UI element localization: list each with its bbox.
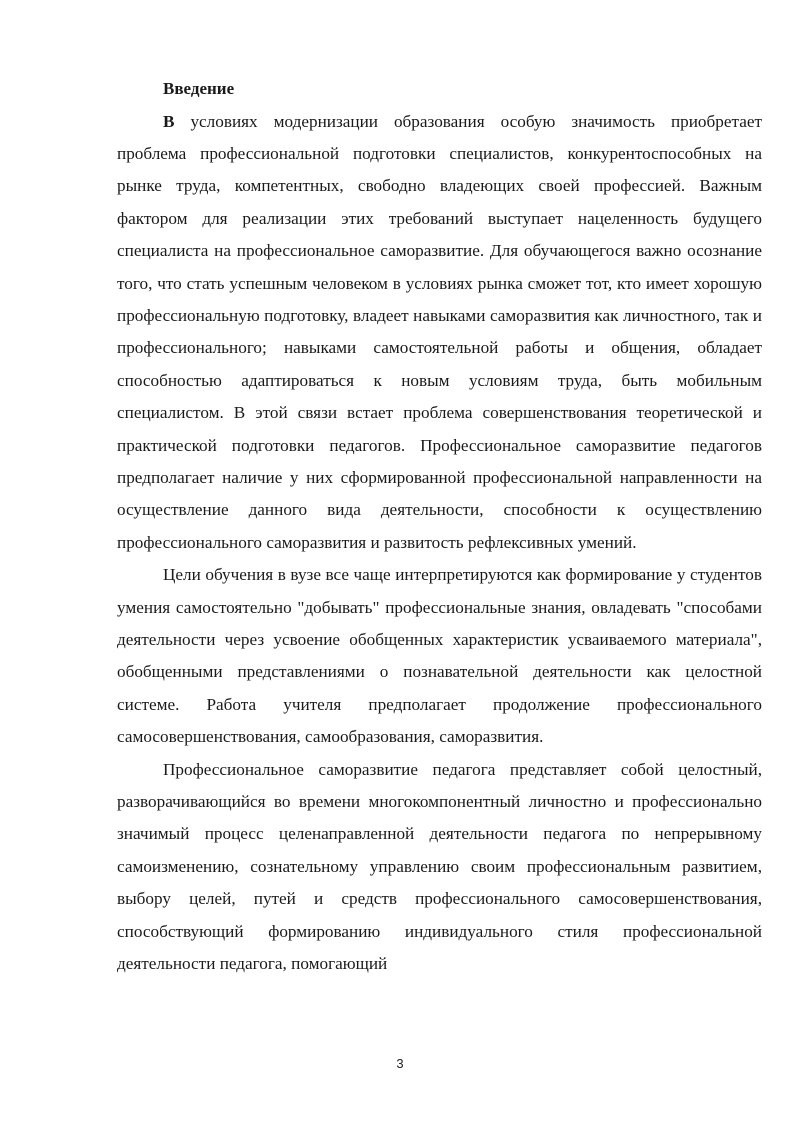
paragraph-text: Цели обучения в вузе все чаще интерпретируются как формирование у студентов умения самостоятельно "добывать" профессиональные знания, овладевать "способами деятельности через усвоение обобщенных характеристик усваиваемого материала", обобщенными представлениями о познавательной деятельности как целостной системе. Работа учителя предполагает продолжение профессионального самосовершенствования, самообразования, саморазвития. [117, 565, 762, 747]
paragraph-goals [117, 559, 762, 753]
paragraph-self-development [117, 754, 762, 981]
page-number: 3 [396, 1056, 404, 1071]
paragraph-intro [117, 106, 762, 560]
paragraph-text: Профессиональное саморазвитие педагога представляет собой целостный, разворачивающийся во времени многокомпонентный личностно и профессионально значимый процесс целенаправленной деятельности педагога по непрерывному самоизменению, сознательному управлению своим профессиональным развитием, выбору целей, путей и средств профессионального самосовершенствования, способствующий формированию индивидуального стиля профессиональной деятельности педагога, помогающий [117, 759, 762, 974]
page-content [117, 73, 762, 980]
paragraph-lead-letter: В [163, 111, 175, 131]
paragraph-text: условиях модернизации образования особую значимость приобретает проблема профессиональной подготовки специалистов, конкурентоспособных на рынке труда, компетентных, свободно владеющих своей профессией. Важным фактором для реализации этих требований выступает нацеленность будущего специалиста на профессиональное саморазвитие. Для обучающегося важно осознание того, что стать успешным человеком в условиях рынка сможет тот, кто имеет хорошую профессиональную подготовку, владеет навыками саморазвития как личностного, так и профессионального; навыками самостоятельной работы и общения, обладает способностью адаптироваться к новым условиям труда, быть мобильным специалистом. В этой связи встает проблема совершенствования теоретической и практической подготовки педагогов. Профессиональное саморазвитие педагогов предполагает наличие у них сформированной профессиональной направленности на осуществление данного вида деятельности, способности к осуществлению профессионального саморазвития и развитость рефлексивных умений. [117, 111, 762, 552]
section-heading: Введение [163, 79, 235, 98]
